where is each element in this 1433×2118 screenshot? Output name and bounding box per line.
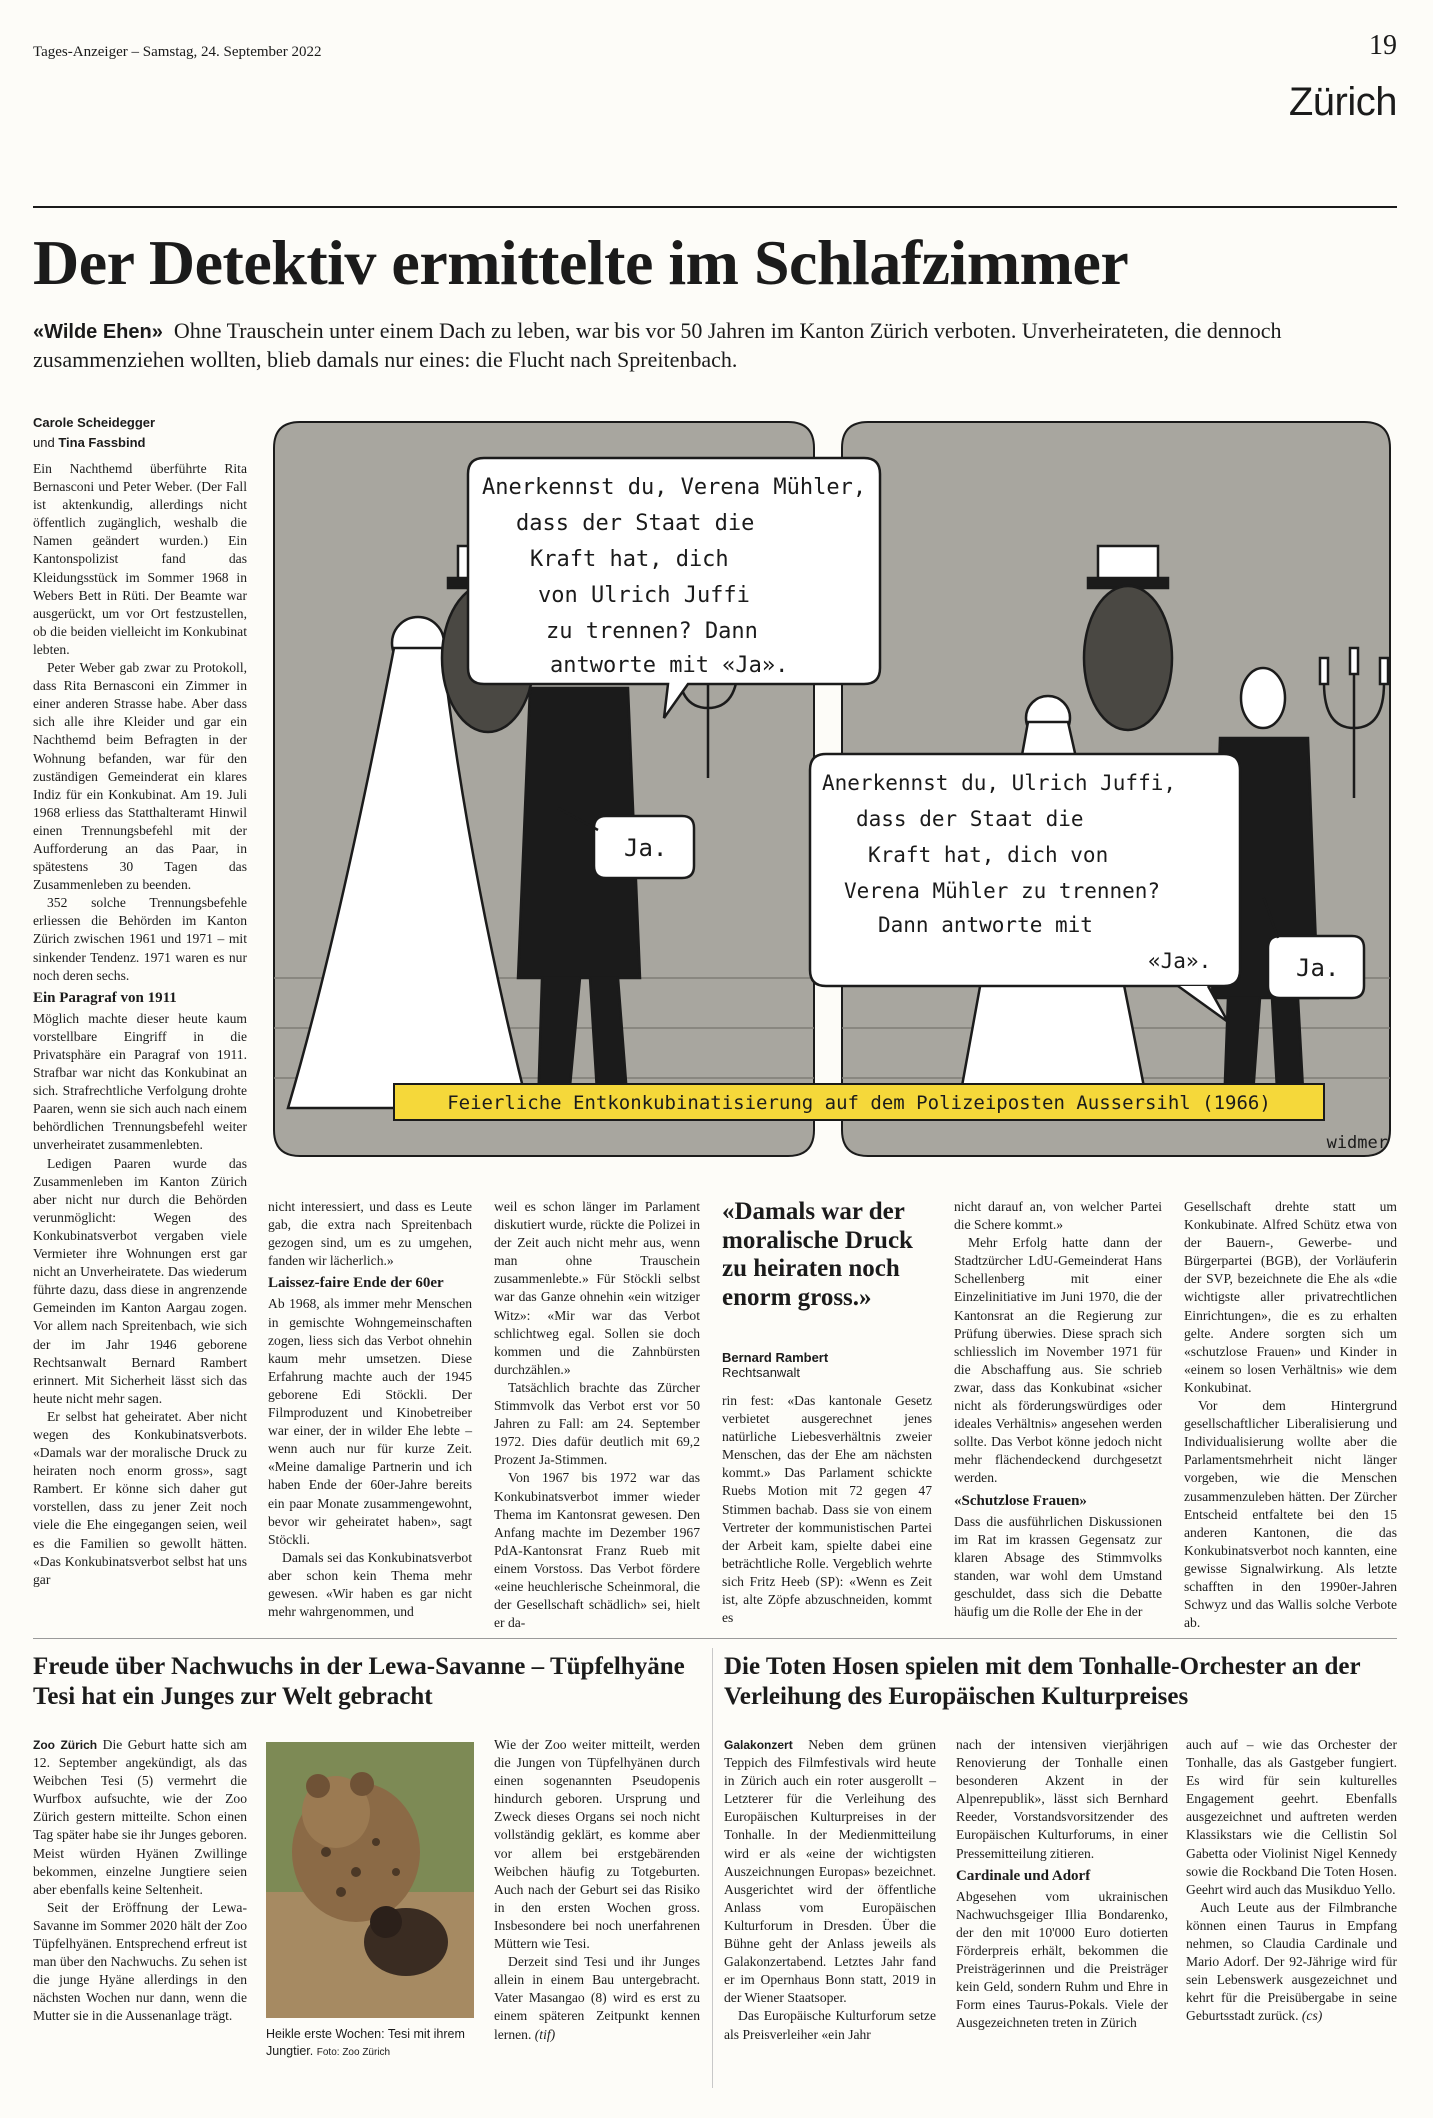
paragraph: Möglich machte dieser heute kaum vorstellbare Eingriff in die Privatsphäre ein Paragraf von 1911. Strafbar war nicht das Konkubinat an sich. Strafrechtliche Verfolgung drohte Paaren, wenn sie sich auch nach einem behördlichen Trennungsbefehl weiter unverheiratet zusammenlebten. [33, 1010, 247, 1153]
author-join: und [33, 434, 55, 450]
hosen-headline: Die Toten Hosen spielen mit dem Tonhalle-Orchester an der Verleihung des Europäischen Kulturpreises [724, 1653, 1361, 1710]
paragraph: Damals sei das Konkubinatsverbot aber schon kein Thema mehr gewesen. «Wir haben es gar nicht mehr wahrgenommen, und [268, 1549, 472, 1620]
speech-2-line: Anerkennst du, Ulrich Juffi, [822, 771, 1177, 795]
subheading: Cardinale und Adorf [956, 1867, 1091, 1884]
paragraph: nicht interessiert, und dass es Leute gab, die extra nach Spreitenbach gezogen sind, um es zu umgehen, fanden wir lächerlich.» [268, 1199, 472, 1269]
section-title: Zürich [1288, 80, 1397, 124]
zoo-col-2 [494, 1736, 700, 2076]
pull-quote-name: Bernard Rambert [722, 1350, 829, 1365]
figure-policeman-right [1084, 546, 1172, 730]
bottom-rule [33, 1638, 1397, 1639]
paragraph: Peter Weber gab zwar zu Protokoll, dass Rita Bernasconi ein Zimmer in einer anderen Strasse habe. Aber dass sich alle ihre Kleider und gar ein Nachthemd beim Befragten in der Wohnung befanden, war für den zuständigen Gemeinderat ein klares Indiz für ein Konkubinat. Am 19. Juli 1968 erliess das Statthalteramt Hinwil einen Trennungsbefehl mit der Aufforderung an das Paar, in spätestens 30 Tagen das Zusammenleben zu beenden. [33, 660, 247, 893]
top-rule [33, 206, 1397, 208]
speech-2-line: Dann antworte mit [878, 913, 1093, 937]
paragraph: Er selbst hat geheiratet. Aber nicht wegen des Konkubinatsverbots. «Damals war der moralische Druck zu heiraten noch enorm gross», sagt Rambert. Er könne sich daher gut vorstellen, dass zu jener Zeit noch viele die Ehe eingegangen seien, weil es die Familien so gewollt hätten. «Das Konkubinatsverbot selbst hat uns gar [33, 1408, 247, 1587]
lead-kicker: «Wilde Ehen» [33, 321, 163, 343]
zoo-col-1 [33, 1736, 247, 2076]
paragraph: Von 1967 bis 1972 war das Konkubinatsverbot immer wieder Thema im Kantonsrat gewesen. Den Anfang machte im Dezember 1967 PdA-Kantonsrat Franz Rueb mit einem Vorstoss. Das Verbot fördere «eine heuchlerische Scheinmoral, die der Gesellschaft schädlich» sei, hielt er da- [494, 1470, 700, 1631]
pull-quote [722, 1198, 932, 1380]
speech-1-line: antworte mit «Ja». [550, 653, 789, 678]
subheading: Ein Paragraf von 1911 [33, 989, 177, 1006]
zoo-kicker: Zoo Zürich [33, 1738, 98, 1752]
zoo-caption-text: Heikle erste Wochen: Tesi mit ihrem Jungtier. [266, 2027, 465, 2058]
hyena-photo [266, 1742, 474, 2018]
speech-1-line: zu trennen? Dann [546, 619, 758, 644]
paragraph [1186, 1899, 1397, 2026]
paper-date: Tages-Anzeiger – Samstag, 24. September 2022 [33, 44, 322, 60]
lead-text: Ohne Trauschein unter einem Dach zu leben, war bis vor 50 Jahren im Kanton Zürich verboten. Unverheirateten, die dennoch zusammenziehen wollten, blieb damals nur eines: die Flucht nach Spreitenbach. [33, 318, 1282, 373]
paragraph: nach der intensiven vierjährigen Renovierung der Tonhalle einen besonderen Akzent in der Alpenrepublik», lässt sich Bernhard Reeder, Vorstandsvorsitzender des Europäischen Kulturforums, in einer Pressemitteilung zitieren. [956, 1737, 1168, 1861]
speech-2-line: Verena Mühler zu trennen? [844, 879, 1161, 903]
paragraph: Ab 1968, als immer mehr Menschen in gemischte Wohngemeinschaften zogen, liess sich das Verbot ohnehin kaum mehr umsetzen. Diese Erfahrung machte auch der 1945 geborene Edi Stöckli. Der Filmproduzent und Kinobetreiber war einer, der in wilder Ehe lebte – wenn auch nur für kurze Zeit. «Meine damalige Partnerin und ich haben Ende der 60er-Jahre bereits ein paar Monate zusammengewohnt, bevor wir geheiratet haben», sagt Stöckli. [268, 1296, 472, 1547]
paragraph: Gesellschaft drehte statt um Konkubinate. Alfred Schütz etwa von der Bauern-, Gewerbe- und Bürgerpartei (BGB), der Vorläuferin der SVP, bezeichnete die Ehe als «die wichtigste aller privatrechtlichen Einrichtungen», die es zu erhalten gelte. Andere sorgten sich um «schutzlose Frauen» und Kinder in «einem so losen Verhältnis» wie dem Konkubinat. [1184, 1199, 1397, 1395]
paragraph: Das Europäische Kulturforum setze als Preisverleiher «ein Jahr [724, 2008, 936, 2042]
article-col-5 [954, 1198, 1162, 1620]
article-col-3 [494, 1198, 700, 1631]
hosen-col-1 [724, 1736, 936, 2076]
paragraph: Ein Nachthemd überführte Rita Bernasconi und Peter Weber. (Der Fall ist aktenkundig, allerdings nicht öffentlich zugänglich, weshalb die Namen geändert wurden.) Ein Kantonspolizist fand das Kleidungsstück im Sommer 1968 in Webers Bett in Rüti. Der Beamte war ausgerückt, um vor Ort festzustellen, ob die beiden vielleicht im Konkubinat lebten. [33, 461, 247, 657]
paragraph: Mehr Erfolg hatte dann der Stadtzürcher LdU-Gemeinderat Hans Schellenberg mit einer Einzelinitiative im Juni 1970, die der Kantonsrat an die Regierung zur Prüfung überwies. Diese sprach sich schliesslich im November 1971 für die Abschaffung aus. Sie schrieb zwar, dass das Konkubinat «sicher nicht als förderungswürdiges oder ideales Verhältnis» angesehen werden sollte. Das Verbot könne jedoch nicht mehr flächendeckend durchgesetzt werden. [954, 1235, 1162, 1486]
speech-1-line: dass der Staat die [516, 511, 755, 536]
paragraph: Ledigen Paaren wurde das Zusammenleben im Kanton Zürich aber nicht nur durch die Behörden verunmöglicht: Wegen des Konkubinatsverbot vergaben viele Vermieter ihre Wohnungen erst gar nicht an Unverheiratete. Das wiederum führte dazu, dass diese in angrenzende Gemeinden im Kanton Aargau zogen. Vor allem nach Spreitenbach, wie sich der im Jahr 1946 geborene Rechtsanwalt Bernard Rambert erinnert. Mit Sicherheit lässt sich das heute nicht mehr sagen. [33, 1155, 247, 1406]
zoo-headline: Freude über Nachwuchs in der Lewa-Savanne – Tüpfelhyäne Tesi hat ein Junges zur Welt gebracht [33, 1653, 685, 1710]
paragraph: Dass die ausführlichen Diskussionen im Rat im krassen Gegensatz zur klaren Absage des Stimmvolks standen, war wohl dem Umstand geschuldet, dass sich die Debatte häufig um die Rolle der Ehe in der [954, 1513, 1162, 1620]
article-col-1 [33, 460, 247, 1612]
article-col-6 [1184, 1198, 1397, 1631]
article-col-4 [722, 1392, 932, 1626]
paragraph: Wie der Zoo weiter mitteilt, werden die Jungen von Tüpfelhyänen durch einen sogenannten Pseudopenis hindurch geboren. Ursprung und Zweck dieses Organs sei noch nicht vollständig geklärt, es komme aber vor allem bei erstgebärenden Weibchen häufig zu Totgeburten. Auch nach der Geburt sei das Risiko in den ersten Wochen gross. Insbesondere bei noch unerfahrenen Müttern wie Tesi. [494, 1737, 700, 1952]
bottom-divider [712, 1648, 713, 2088]
zoo-photo-caption [266, 2026, 480, 2060]
speech-2-line: dass der Staat die [856, 807, 1084, 831]
hosen-col-3 [1186, 1736, 1397, 2076]
article-lead [33, 316, 1397, 374]
paragraph [33, 1736, 247, 1899]
page-number: 19 [1369, 30, 1397, 61]
pull-quote-text: «Damals war der moralische Druck zu heiraten noch enorm gross.» [722, 1198, 913, 1311]
zoo-photo-credit: Foto: Zoo Zürich [316, 2046, 391, 2058]
subheading: «Schutzlose Frauen» [954, 1492, 1087, 1509]
hosen-sign: (cs) [1301, 2008, 1323, 2024]
paragraph: weil es schon länger im Parlament diskutiert wurde, rückte die Polizei in der Zeit auch nicht mehr aus, wenn man ohne Trauschein zusammenlebte.» Für Stöckli selbst war das Ganze ohnehin «ein witziger Witz»: «Mir war das Verbot schlichtweg egal. Sollen sie doch kommen und die Zahnbürsten durchzählen.» [494, 1199, 700, 1377]
speech-2-line: «Ja». [1148, 949, 1212, 973]
paragraph: auch auf – wie das Orchester der Tonhalle, das als Gastgeber fungiert. Es wird für sein kulturelles Engagement geehrt. Ebenfalls ausgezeichnet und auftreten werden Klassikstars wie die Cellistin Sol Gabetta oder Violinist Nigel Kennedy sowie die Rockband Die Toten Hosen. Geehrt wird auch das Musikduo Yello. [1186, 1737, 1397, 1897]
speech-2-line: Kraft hat, dich von [868, 843, 1109, 867]
cartoon-caption: Feierliche Entkonkubinatisierung auf dem Polizeiposten Aussersihl (1966) [447, 1092, 1271, 1114]
hosen-kicker: Galakonzert [724, 1738, 793, 1752]
paragraph: nicht darauf an, von welcher Partei die Schere kommt.» [954, 1199, 1162, 1233]
author-1: Carole Scheidegger [33, 415, 156, 430]
answer-2-text: Ja. [1296, 954, 1340, 982]
paragraph: Abgesehen vom ukrainischen Nachwuchsgeiger Illia Bondarenko, der den mit 10'000 Euro dotierten Förderpreis erhält, bekommen die Preisträgerinnen und die Preisträger kein Geld, sondern Ruhm und Ehre in Form eines Taurus-Pokals. Viele der Ausgezeichneten treten in Zürich [956, 1888, 1168, 2031]
speech-1-line: Kraft hat, dich [530, 547, 729, 572]
paragraph [494, 1953, 700, 2043]
speech-1-line: von Ulrich Juffi [538, 583, 750, 608]
pull-quote-role: Rechtsanwalt [722, 1365, 801, 1380]
hosen-p1: Neben dem grünen Teppich des Filmfestivals wird heute in Zürich auch ein roter ausgerollt – Letzterer für die Verleihung des Europäischen Kulturpreises in der Tonhalle. In der Medienmitteilung wird er als «eine der wichtigsten Auszeichnungen Europas» bezeichnet. Ausgerichtet wird der öffentliche Anlass vom Europäischen Kulturforum in Dresden. Über die Bühne geht der Anlass jeweils als Galakonzertabend. Letztes Jahr fand er im Opernhaus Bonn statt, 2019 in der Wiener Staatsoper. [724, 1737, 936, 2006]
subheading: Laissez-faire Ende der 60er [268, 1275, 444, 1292]
author-2: Tina Fassbind [58, 434, 146, 450]
byline [33, 413, 155, 452]
paragraph: rin fest: «Das kantonale Gesetz verbietet ausgerechnet jenes natürliche Liebesverhältnis zweier Menschen, das der Ehe am nächsten kommt.» Das Parlament schickte Ruebs Motion mit 72 gegen 47 Stimmen bachab. Dass sie von einem Vertreter der kommunistischen Partei der Arbeit kam, spielte dabei eine beträchtliche Rolle. Vergeblich wehrte sich Fritz Heeb (SP): «Wenn es Zeit ist, alte Zöpfe abzuschneiden, kommt es [722, 1393, 932, 1626]
zoo-sign: (tif) [534, 2026, 556, 2042]
hosen-col-2 [956, 1736, 1168, 2076]
paragraph: 352 solche Trennungsbefehle erliessen die Behörden im Kanton Zürich zwischen 1961 und 1971 – mit sinkender Tendenz. 1971 waren es nur noch deren sechs. [33, 895, 247, 983]
paragraph: Seit der Eröffnung der Lewa-Savanne im Sommer 2020 hält der Zoo Tüpfelhyänen. Entsprechend erfreut ist man über den Nachwuchs. Zu sehen ist die junge Hyäne allerdings in den nächsten Wochen nur dann, wenn die Mutter sie in die Aussenanlage trägt. [33, 1899, 247, 2024]
hosen-p6: Auch Leute aus der Filmbranche können einen Taurus in Empfang nehmen, so Claudia Cardinale und Mario Adorf. Der 92-Jährige wird für sein Lebenswerk ausgezeichnet und kehrt für die Preisübergabe in seine Geburtsstadt zurück. [1186, 1899, 1397, 2024]
speech-1-line: Anerkennst du, Verena Mühler, [482, 475, 867, 500]
cartoon-signature: widmer [1326, 1133, 1388, 1153]
answer-1-text: Ja. [624, 834, 668, 862]
article-headline: Der Detektiv ermittelte im Schlafzimmer [33, 227, 1129, 298]
paragraph: Tatsächlich brachte das Zürcher Stimmvolk das Verbot erst vor 50 Jahren zu Fall: am 24. September 1972. Dies dafür deutlich mit 69,2 Prozent Ja-Stimmen. [494, 1379, 700, 1468]
zoo-p4: Derzeit sind Tesi und ihr Junges allein in einem Bau untergebracht. Vater Masangao (8) wird es erst zu einem späteren Zeitpunkt kennen lernen. [494, 1954, 700, 2042]
cartoon-illustration [268, 418, 1397, 1160]
paragraph [724, 1736, 936, 2007]
paragraph: Vor dem Hintergrund gesellschaftlicher Liberalisierung und Individualisierung wollte aber die Parlamentsmehrheit nicht länger vorgeben, wie die Menschen zusammenzuleben hätten. Der Zürcher Entscheid entfaltete bei den 15 anderen Kantonen, die das Konkubinatsverbot noch kannten, eine gewisse Signalwirkung. Als letzte schafften in den 1990er-Jahren Schwyz und das Wallis solche Verbote ab. [1184, 1398, 1397, 1631]
article-col-2 [268, 1198, 472, 1620]
zoo-p1: Die Geburt hatte sich am 12. September angekündigt, als das Weibchen Tesi (5) vermehrt die Wurfbox aufsuchte, wie der Zoo Zürich gestern mitteilte. Schon einen Tag später habe sie ihr Junges geboren. Meist würden Hyänen Zwillinge bekommen, einzelne Jungtiere seien aber ebenfalls keine Seltenheit. [33, 1737, 247, 1897]
